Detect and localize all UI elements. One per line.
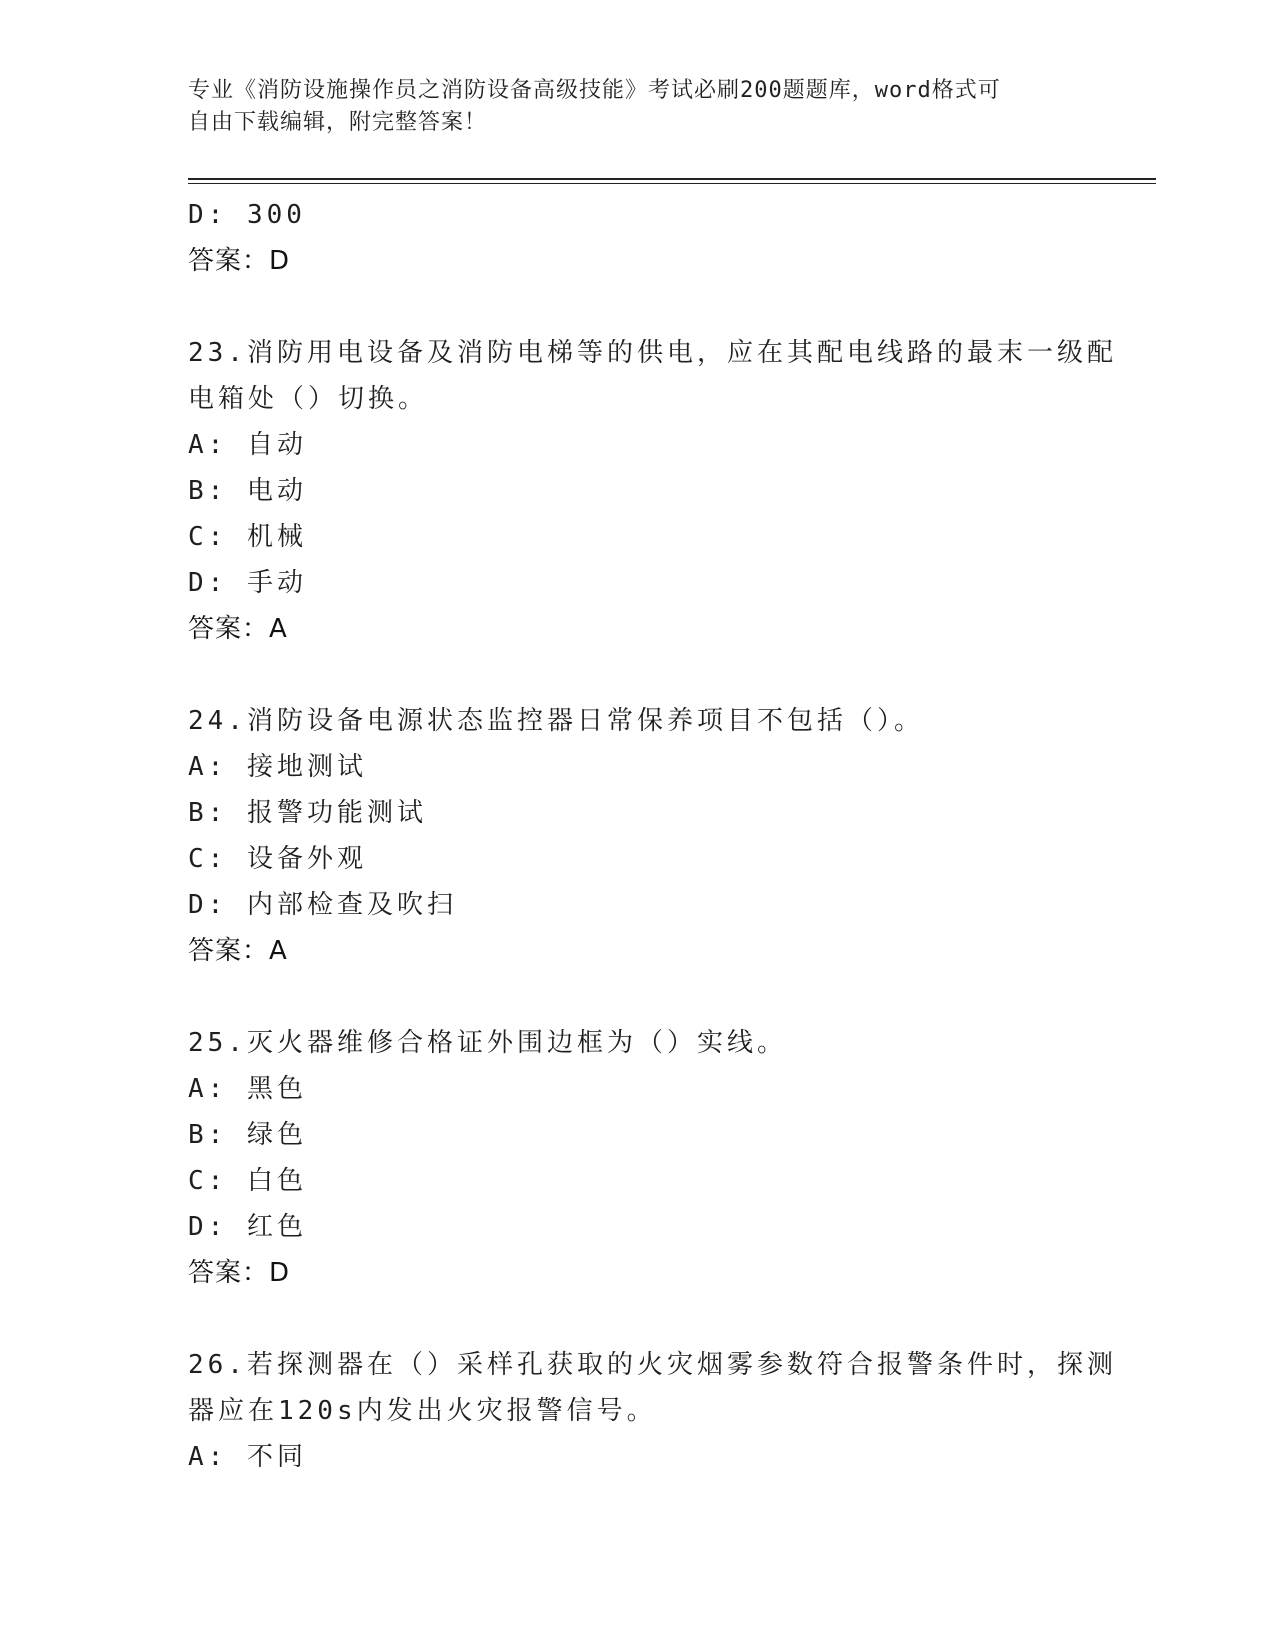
option-b: B: 报警功能测试 [188, 798, 427, 828]
option-c: C: 白色 [188, 1166, 307, 1196]
option-b: B: 绿色 [188, 1120, 307, 1150]
option-a: A: 不同 [188, 1442, 307, 1472]
option-d: D: 300 [188, 200, 306, 230]
option-a: A: 自动 [188, 430, 307, 460]
answer: 答案：A [188, 936, 288, 966]
question-stem: 26.若探测器在（）采样孔获取的火灾烟雾参数符合报警条件时，探测 [188, 1350, 1117, 1380]
page-header [188, 75, 1088, 139]
option-d: D: 内部检查及吹扫 [188, 890, 457, 920]
question-25 [188, 1020, 1088, 1296]
option-b: B: 电动 [188, 476, 307, 506]
option-a: A: 接地测试 [188, 752, 367, 782]
question-stem-cont: 器应在120s内发出火灾报警信号。 [188, 1396, 657, 1426]
header-line-1: 专业《消防设施操作员之消防设备高级技能》考试必刷200题题库，word格式可 [188, 78, 1001, 103]
question-24 [188, 698, 1088, 974]
question-26 [188, 1342, 1117, 1480]
header-divider [188, 178, 1156, 180]
header-divider-thin [188, 183, 1156, 184]
answer: 答案：A [188, 614, 288, 644]
spacer [188, 1296, 1088, 1342]
option-a: A: 黑色 [188, 1074, 307, 1104]
spacer [188, 284, 1088, 330]
answer: 答案：D [188, 246, 291, 276]
question-stem: 24.消防设备电源状态监控器日常保养项目不包括（）。 [188, 706, 924, 736]
question-23 [188, 330, 1117, 652]
option-d: D: 红色 [188, 1212, 307, 1242]
header-line-2: 自由下载编辑，附完整答案！ [188, 110, 488, 135]
question-stem-cont: 电箱处（）切换。 [188, 384, 429, 414]
question-list [188, 192, 1117, 1480]
option-d: D: 手动 [188, 568, 307, 598]
question-stem: 25.灭火器维修合格证外围边框为（）实线。 [188, 1028, 787, 1058]
question-stem: 23.消防用电设备及消防电梯等的供电，应在其配电线路的最末一级配 [188, 338, 1117, 368]
spacer [188, 974, 1088, 1020]
answer: 答案：D [188, 1258, 291, 1288]
spacer [188, 652, 1088, 698]
option-c: C: 设备外观 [188, 844, 367, 874]
option-c: C: 机械 [188, 522, 307, 552]
